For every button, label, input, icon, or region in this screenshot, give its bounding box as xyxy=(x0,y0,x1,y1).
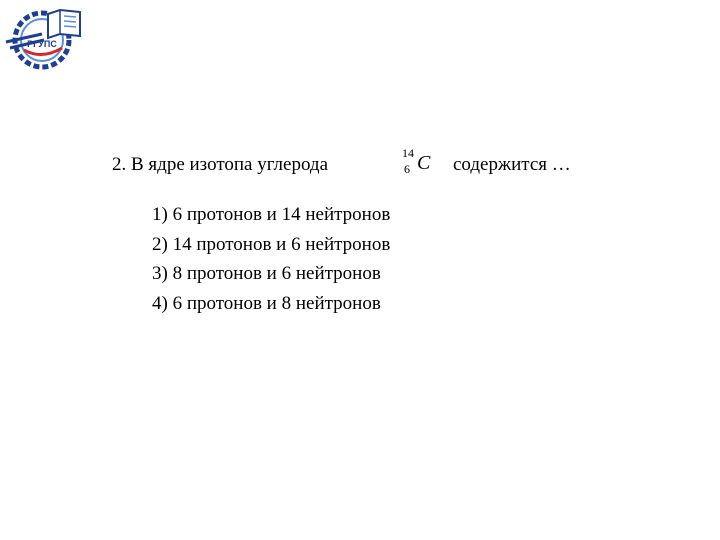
answer-option[interactable]: 3) 8 протонов и 6 нейтронов xyxy=(152,263,381,284)
answer-option[interactable]: 2) 14 протонов и 6 нейтронов xyxy=(152,233,391,255)
isotope-atomic-number: 6 xyxy=(404,162,410,176)
question xyxy=(112,148,672,188)
answer-option[interactable]: 4) 6 протонов и 8 нейтронов xyxy=(152,292,381,314)
question-suffix: содержится … xyxy=(453,154,571,175)
university-logo xyxy=(2,2,86,72)
answer-option[interactable]: 1) 6 протонов и 14 нейтронов xyxy=(152,204,391,225)
logo-text: РГУПС xyxy=(27,39,57,49)
answer-options xyxy=(152,200,390,318)
isotope-mass-number: 14 xyxy=(402,146,414,160)
isotope-symbol: C xyxy=(417,152,431,174)
question-prefix: 2. В ядре изотопа углерода xyxy=(112,154,329,175)
isotope-notation xyxy=(402,148,442,184)
